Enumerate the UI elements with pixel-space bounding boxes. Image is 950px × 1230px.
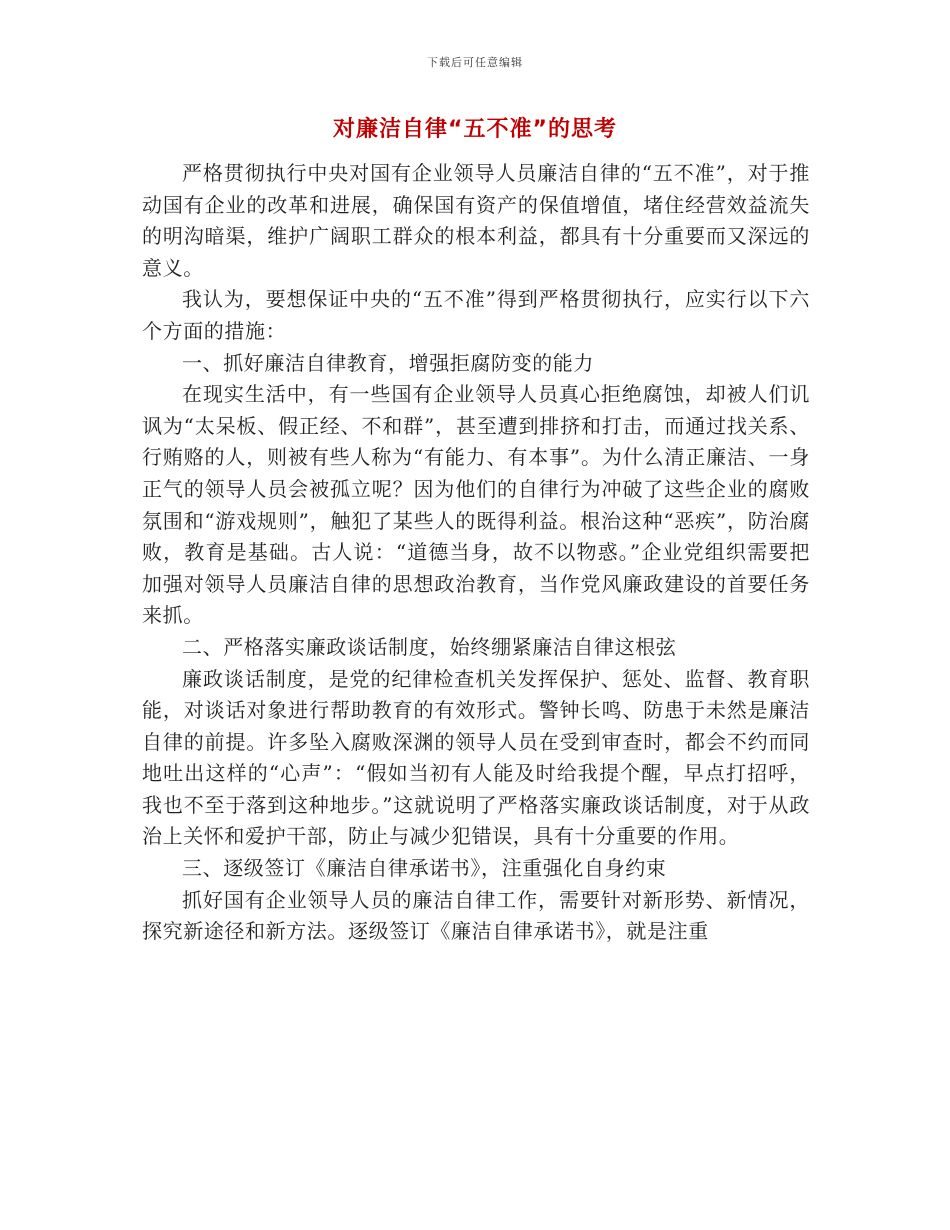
document-title: 对廉洁自律“五不准”的思考 — [333, 117, 617, 142]
intro-paragraph: 严格贯彻执行中央对国有企业领导人员廉洁自律的“五不准”，对于推动国有企业的改革和进展，确保国有资产的保值增值，堵住经营效益流失的明沟暗渠，维护广阔职工群众的根本利益，都具有十分重要而又深远的意义。 — [142, 161, 810, 280]
section-3-paragraph: 抓好国有企业领导人员的廉洁自律工作，需要针对新形势、新情况，探究新途径和新方法。逐级签订《廉洁自律承诺书》，就是注重 — [142, 887, 810, 944]
section-heading-3: 三、逐级签订《廉洁自律承诺书》，注重强化自身约束 — [182, 856, 667, 881]
section-1-paragraph: 在现实生活中，有一些国有企业领导人员真心拒绝腐蚀，却被人们讥讽为“太呆板、假正经、不和群”，甚至遭到排挤和打击，而通过找关系、行贿赂的人，则被有些人称为“有能力、有本事”。为什么清正廉洁、一身正气的领导人员会被孤立呢？因为他们的自律行为冲破了这些企业的腐败氛围和“游戏规则”，触犯了某些人的既得利益。根治这种“恶疾”，防治腐败，教育是基础。古人说：“道德当身，故不以物惑。”企业党组织需要把加强对领导人员廉洁自律的思想政治教育，当作党风廉政建设的首要任务来抓。 — [142, 382, 810, 628]
section-heading-2: 二、严格落实廉政谈话制度，始终绷紧廉洁自律这根弦 — [182, 634, 677, 659]
section-2-paragraph: 廉政谈话制度，是党的纪律检查机关发挥保护、惩处、监督、教育职能，对谈话对象进行帮助教育的有效形式。警钟长鸣、防患于未然是廉洁自律的前提。许多坠入腐败深渊的领导人员在受到审查时，都会不约而同地吐出这样的“心声”：“假如当初有人能及时给我提个醒，早点打招呼，我也不至于落到这种地步。”这就说明了严格落实廉政谈话制度，对于从政治上关怀和爱护干部，防止与减少犯错误，具有十分重要的作用。 — [142, 666, 810, 849]
document-body — [142, 158, 810, 948]
measures-intro-paragraph: 我认为，要想保证中央的“五不准”得到严格贯彻执行，应实行以下六个方面的措施： — [142, 287, 810, 343]
section-heading-1: 一、抓好廉洁自律教育，增强拒腐防变的能力 — [182, 350, 594, 375]
header-note: 下载后可任意编辑 — [427, 56, 523, 69]
